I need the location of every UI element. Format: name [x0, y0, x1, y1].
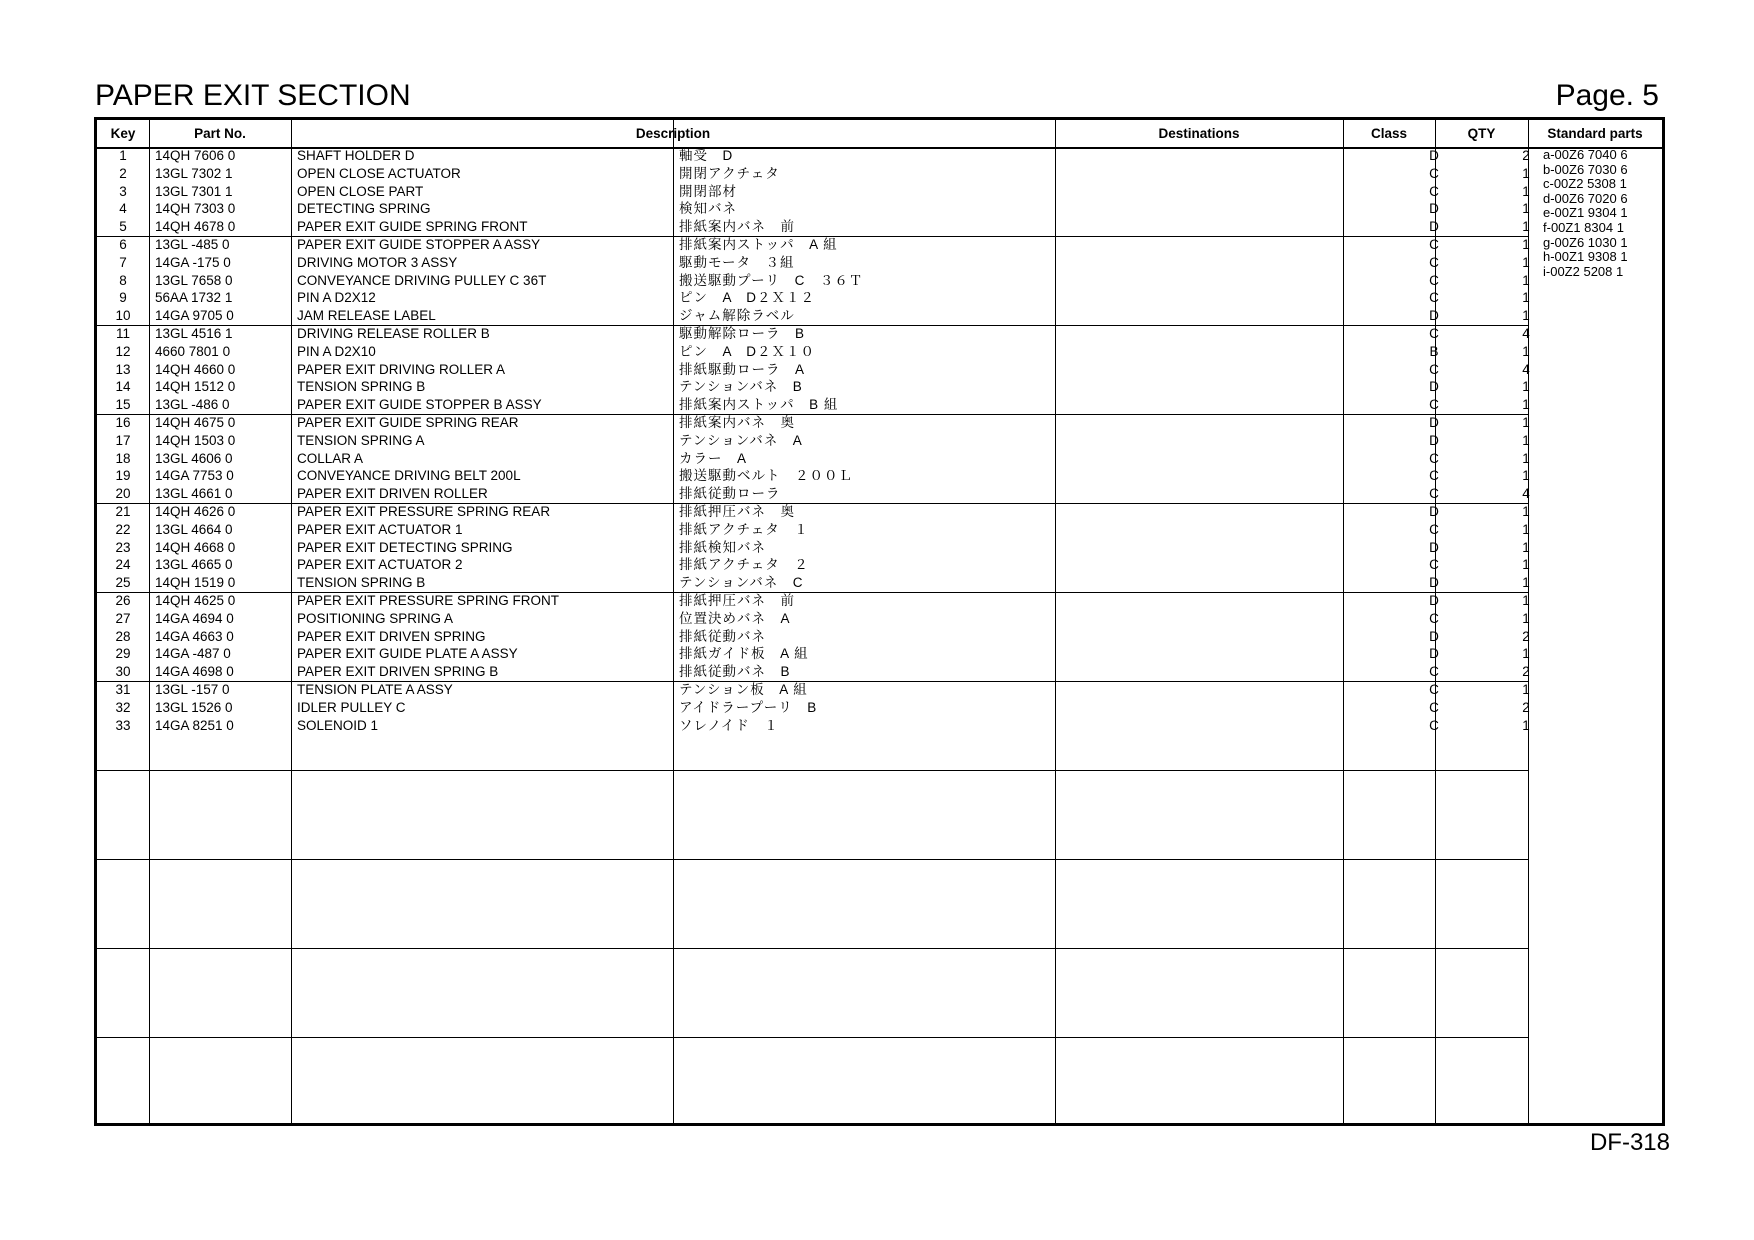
- row-description-en: SHAFT HOLDER D: [297, 148, 415, 163]
- row-qty: 1: [1522, 379, 1530, 395]
- table-row: [97, 165, 1528, 183]
- row-key: 5: [119, 219, 127, 235]
- row-description-en: DRIVING MOTOR 3 ASSY: [297, 254, 458, 270]
- row-part-no: 13GL 4516 1: [155, 326, 233, 341]
- row-description-en: TENSION PLATE A ASSY: [297, 682, 453, 697]
- row-description-en: CONVEYANCE DRIVING PULLEY C 36T: [297, 272, 547, 288]
- row-key: 6: [119, 237, 127, 252]
- row-part-no: 14QH 4668 0: [155, 539, 236, 555]
- row-class: D: [1429, 628, 1439, 644]
- row-part-no: 14GA -487 0: [155, 646, 231, 662]
- row-description-jp: 開閉部材: [679, 183, 737, 199]
- table-row: [97, 717, 1528, 735]
- row-key: 10: [115, 308, 131, 324]
- row-part-no: 56AA 1732 1: [155, 290, 233, 306]
- page-number: Page. 5: [1555, 79, 1659, 112]
- row-description-jp: ピン A D２Ｘ１０: [679, 343, 816, 359]
- standard-part-item: c-00Z2 5308 1: [1543, 176, 1627, 192]
- row-description-jp: 検知バネ: [679, 201, 737, 217]
- table-row: [97, 521, 1528, 539]
- row-description-en: PAPER EXIT ACTUATOR 2: [297, 557, 463, 573]
- table-row: [97, 414, 1528, 432]
- row-part-no: 13GL 7301 1: [155, 183, 233, 199]
- row-part-no: 13GL 7658 0: [155, 272, 233, 288]
- row-class: C: [1429, 326, 1439, 341]
- row-key: 18: [115, 450, 131, 466]
- table-row: [97, 450, 1528, 468]
- row-description-en: PAPER EXIT GUIDE STOPPER B ASSY: [297, 397, 542, 413]
- row-class: D: [1429, 575, 1439, 591]
- row-class: C: [1429, 521, 1439, 537]
- row-description-en: POSITIONING SPRING A: [297, 610, 454, 626]
- row-description-jp: 駆動モータ ３組: [679, 254, 795, 270]
- row-description-en: JAM RELEASE LABEL: [297, 308, 436, 324]
- row-class: C: [1429, 272, 1439, 288]
- row-part-no: 14QH 4626 0: [155, 504, 236, 519]
- table-row: [97, 361, 1528, 379]
- row-part-no: 14GA 4698 0: [155, 664, 234, 680]
- row-description-en: PAPER EXIT ACTUATOR 1: [297, 521, 463, 537]
- row-description-jp: アイドラープーリ B: [679, 699, 818, 715]
- row-class: C: [1429, 486, 1439, 502]
- table-row: [97, 147, 1528, 165]
- row-description-jp: 排紙案内ストッパ A 組: [679, 237, 838, 252]
- table-row: [97, 610, 1528, 628]
- row-part-no: 13GL 1526 0: [155, 699, 233, 715]
- page-title: PAPER EXIT SECTION: [95, 79, 411, 112]
- row-description-jp: 排紙駆動ローラ A: [679, 361, 806, 377]
- row-description-jp: 排紙案内バネ 前: [679, 219, 795, 235]
- row-key: 7: [119, 254, 127, 270]
- row-part-no: 14GA 9705 0: [155, 308, 234, 324]
- row-part-no: 13GL 4664 0: [155, 521, 233, 537]
- header-class: Class: [1370, 126, 1408, 141]
- row-class: C: [1429, 699, 1439, 715]
- table-row: [97, 681, 1528, 699]
- row-description-jp: 開閉アクチェタ: [679, 165, 780, 181]
- row-qty: 1: [1522, 646, 1530, 662]
- row-key: 2: [119, 165, 127, 181]
- table-row: [97, 539, 1528, 557]
- row-part-no: 14GA 4694 0: [155, 610, 234, 626]
- row-qty: 2: [1522, 628, 1530, 644]
- row-qty: 1: [1522, 254, 1530, 270]
- row-qty: 2: [1522, 699, 1530, 715]
- table-row: [97, 218, 1528, 236]
- row-key: 17: [115, 432, 131, 448]
- header-qty: QTY: [1467, 126, 1496, 141]
- row-class: C: [1429, 610, 1439, 626]
- row-part-no: 13GL 7302 1: [155, 165, 233, 181]
- table-row: [97, 467, 1528, 485]
- row-class: C: [1429, 397, 1439, 413]
- row-description-en: PIN A D2X12: [297, 290, 376, 306]
- row-description-jp: 排紙アクチェタ ２: [679, 557, 809, 573]
- row-class: C: [1429, 717, 1439, 733]
- table-row: [97, 628, 1528, 646]
- table-row: [97, 343, 1528, 361]
- row-key: 32: [115, 699, 131, 715]
- row-key: 30: [115, 664, 131, 680]
- row-part-no: 14QH 4678 0: [155, 219, 236, 235]
- row-qty: 1: [1522, 682, 1530, 697]
- header-key: Key: [110, 126, 136, 141]
- row-class: D: [1429, 201, 1439, 217]
- row-key: 12: [115, 343, 131, 359]
- row-key: 29: [115, 646, 131, 662]
- row-qty: 1: [1522, 521, 1530, 537]
- row-description-en: COLLAR A: [297, 450, 364, 466]
- standard-part-item: b-00Z6 7030 6: [1543, 161, 1628, 177]
- table-row: [97, 503, 1528, 521]
- row-qty: 4: [1522, 361, 1530, 377]
- row-key: 31: [115, 682, 131, 697]
- header-destinations: Destinations: [1158, 126, 1240, 141]
- row-key: 21: [115, 504, 131, 519]
- row-qty: 1: [1522, 165, 1530, 181]
- row-key: 8: [119, 272, 127, 288]
- row-qty: 1: [1522, 308, 1530, 324]
- row-description-jp: 搬送駆動プーリ C ３６Ｔ: [679, 272, 864, 288]
- row-description-en: PAPER EXIT GUIDE PLATE A ASSY: [297, 646, 518, 662]
- group-divider: [97, 948, 1528, 949]
- row-class: D: [1429, 415, 1439, 430]
- row-description-en: PAPER EXIT PRESSURE SPRING REAR: [297, 504, 551, 519]
- standard-part-item: h-00Z1 9308 1: [1543, 249, 1628, 265]
- row-key: 28: [115, 628, 131, 644]
- row-key: 4: [119, 201, 127, 217]
- row-class: D: [1429, 148, 1439, 163]
- row-description-jp: ソレノイド １: [679, 717, 779, 733]
- standard-part-item: d-00Z6 7020 6: [1543, 190, 1628, 206]
- row-qty: 2: [1522, 148, 1530, 163]
- table-row: [97, 663, 1528, 681]
- row-part-no: 13GL 4606 0: [155, 450, 233, 466]
- table-row: [97, 378, 1528, 396]
- row-class: C: [1429, 664, 1439, 680]
- row-description-jp: テンションバネ B: [679, 379, 803, 395]
- table-row: [97, 432, 1528, 450]
- row-qty: 1: [1522, 539, 1530, 555]
- model-code: DF-318: [1589, 1129, 1670, 1156]
- row-description-en: PAPER EXIT DRIVEN SPRING B: [297, 664, 499, 680]
- row-description-en: OPEN CLOSE ACTUATOR: [297, 165, 461, 181]
- row-description-jp: 排紙従動バネ B: [679, 664, 791, 680]
- row-description-jp: 軸受 D: [679, 148, 734, 163]
- row-part-no: 13GL -157 0: [155, 682, 230, 697]
- row-description-en: TENSION SPRING B: [297, 379, 426, 395]
- row-key: 20: [115, 486, 131, 502]
- table-row: [97, 272, 1528, 290]
- row-key: 11: [115, 326, 130, 341]
- row-class: D: [1429, 504, 1439, 519]
- row-description-jp: カラー A: [679, 450, 748, 466]
- row-description-jp: 駆動解除ローラ B: [679, 326, 806, 341]
- row-key: 22: [115, 521, 131, 537]
- row-description-en: CONVEYANCE DRIVING BELT 200L: [297, 468, 521, 484]
- row-description-en: IDLER PULLEY C: [297, 699, 406, 715]
- standard-part-item: f-00Z1 8304 1: [1543, 219, 1624, 235]
- row-part-no: 14GA 4663 0: [155, 628, 234, 644]
- row-part-no: 14QH 1503 0: [155, 432, 236, 448]
- row-key: 19: [115, 468, 131, 484]
- table-row: [97, 200, 1528, 218]
- row-key: 23: [115, 539, 131, 555]
- row-qty: 1: [1522, 575, 1530, 591]
- row-class: B: [1429, 343, 1439, 359]
- row-qty: 1: [1522, 183, 1530, 199]
- row-description-jp: テンション板 A 組: [679, 682, 808, 697]
- row-description-jp: テンションバネ C: [679, 575, 804, 591]
- row-key: 33: [115, 717, 131, 733]
- row-key: 9: [119, 290, 127, 306]
- row-key: 1: [119, 148, 127, 163]
- row-description-jp: 排紙従動バネ: [679, 628, 766, 644]
- row-part-no: 14QH 7606 0: [155, 148, 236, 163]
- row-description-jp: 排紙案内バネ 奥: [679, 415, 795, 430]
- row-key: 26: [115, 593, 131, 608]
- row-description-en: SOLENOID 1: [297, 717, 379, 733]
- row-key: 27: [115, 610, 131, 626]
- header-description: Description: [635, 126, 711, 141]
- row-qty: 1: [1522, 343, 1530, 359]
- row-description-en: PAPER EXIT GUIDE STOPPER A ASSY: [297, 237, 541, 252]
- row-part-no: 14QH 1519 0: [155, 575, 236, 591]
- row-description-jp: 排紙検知バネ: [679, 539, 766, 555]
- table-header: [97, 120, 1662, 149]
- row-class: D: [1429, 539, 1439, 555]
- standard-part-item: i-00Z2 5208 1: [1543, 263, 1624, 279]
- row-qty: 1: [1522, 504, 1530, 519]
- row-class: C: [1429, 290, 1439, 306]
- row-qty: 1: [1522, 717, 1530, 733]
- row-qty: 1: [1522, 201, 1530, 217]
- row-part-no: 13GL -486 0: [155, 397, 230, 413]
- row-description-en: PAPER EXIT PRESSURE SPRING FRONT: [297, 593, 560, 608]
- row-class: C: [1429, 254, 1439, 270]
- row-qty: 1: [1522, 415, 1530, 430]
- row-qty: 2: [1522, 664, 1530, 680]
- row-class: D: [1429, 646, 1439, 662]
- row-qty: 4: [1522, 326, 1530, 341]
- row-class: D: [1429, 593, 1439, 608]
- row-description-en: PAPER EXIT DRIVEN SPRING: [297, 628, 486, 644]
- row-class: C: [1429, 450, 1439, 466]
- row-qty: 1: [1522, 557, 1530, 573]
- row-description-en: TENSION SPRING B: [297, 575, 426, 591]
- row-description-jp: 排紙アクチェタ １: [679, 521, 809, 537]
- row-part-no: 14GA 7753 0: [155, 468, 234, 484]
- row-class: C: [1429, 468, 1439, 484]
- row-description-jp: 搬送駆動ベルト ２００Ｌ: [679, 468, 853, 484]
- row-description-en: TENSION SPRING A: [297, 432, 425, 448]
- row-part-no: 14GA 8251 0: [155, 717, 234, 733]
- table-row: [97, 396, 1528, 414]
- row-part-no: 14GA -175 0: [155, 254, 231, 270]
- row-key: 3: [119, 183, 127, 199]
- table-row: [97, 254, 1528, 272]
- row-part-no: 14QH 1512 0: [155, 379, 236, 395]
- header-standard-parts: Standard parts: [1547, 126, 1643, 141]
- row-qty: 1: [1522, 593, 1530, 608]
- table-row: [97, 592, 1528, 610]
- group-divider: [97, 770, 1528, 771]
- row-key: 25: [115, 575, 131, 591]
- header-part-no: Part No.: [194, 126, 246, 141]
- row-key: 13: [115, 361, 131, 377]
- table-row: [97, 325, 1528, 343]
- row-description-jp: ジャム解除ラベル: [679, 308, 795, 324]
- table-row: [97, 574, 1528, 592]
- row-class: D: [1429, 219, 1439, 235]
- row-key: 24: [115, 557, 131, 573]
- row-class: C: [1429, 183, 1439, 199]
- standard-part-item: g-00Z6 1030 1: [1543, 234, 1628, 250]
- row-class: C: [1429, 237, 1439, 252]
- row-class: D: [1429, 379, 1439, 395]
- row-qty: 1: [1522, 290, 1530, 306]
- row-qty: 1: [1522, 432, 1530, 448]
- row-description-en: DRIVING RELEASE ROLLER B: [297, 326, 490, 341]
- row-key: 15: [115, 397, 131, 413]
- table-row: [97, 645, 1528, 663]
- table-row: [97, 307, 1528, 325]
- row-description-en: PAPER EXIT GUIDE SPRING FRONT: [297, 219, 528, 235]
- group-divider: [97, 1037, 1528, 1038]
- row-part-no: 14QH 7303 0: [155, 201, 236, 217]
- row-class: C: [1429, 361, 1439, 377]
- table-row: [97, 485, 1528, 503]
- row-part-no: 4660 7801 0: [155, 343, 231, 359]
- row-qty: 1: [1522, 468, 1530, 484]
- row-description-jp: 排紙ガイド板 A 組: [679, 646, 809, 662]
- row-class: C: [1429, 557, 1439, 573]
- standard-part-item: e-00Z1 9304 1: [1543, 205, 1628, 221]
- standard-parts-list: [1537, 148, 1667, 279]
- row-description-en: PIN A D2X10: [297, 343, 376, 359]
- row-description-jp: 位置決めバネ A: [679, 610, 791, 626]
- row-part-no: 14QH 4625 0: [155, 593, 236, 608]
- parts-table: [94, 117, 1665, 1126]
- row-qty: 1: [1522, 272, 1530, 288]
- row-description-jp: 排紙案内ストッパ B 組: [679, 397, 839, 413]
- row-part-no: 13GL 4661 0: [155, 486, 233, 502]
- row-description-jp: 排紙押圧バネ 前: [679, 593, 795, 608]
- row-description-en: PAPER EXIT GUIDE SPRING REAR: [297, 415, 519, 430]
- row-part-no: 13GL 4665 0: [155, 557, 233, 573]
- row-qty: 1: [1522, 397, 1530, 413]
- row-class: C: [1429, 165, 1439, 181]
- standard-part-item: a-00Z6 7040 6: [1543, 147, 1628, 162]
- row-class: D: [1429, 308, 1439, 324]
- table-row: [97, 699, 1528, 717]
- row-qty: 4: [1522, 486, 1530, 502]
- row-class: C: [1429, 682, 1439, 697]
- group-divider: [97, 859, 1528, 860]
- row-description-jp: 排紙押圧バネ 奥: [679, 504, 795, 519]
- row-key: 16: [115, 415, 131, 430]
- table-row: [97, 289, 1528, 307]
- row-part-no: 13GL -485 0: [155, 237, 230, 252]
- row-description-en: PAPER EXIT DRIVING ROLLER A: [297, 361, 506, 377]
- table-row: [97, 236, 1528, 254]
- table-row: [97, 556, 1528, 574]
- row-part-no: 14QH 4675 0: [155, 415, 236, 430]
- row-qty: 1: [1522, 450, 1530, 466]
- table-row: [97, 183, 1528, 201]
- row-class: D: [1429, 432, 1439, 448]
- row-key: 14: [115, 379, 131, 395]
- row-description-en: PAPER EXIT DRIVEN ROLLER: [297, 486, 488, 502]
- row-description-jp: 排紙従動ローラ: [679, 486, 781, 502]
- row-qty: 1: [1522, 610, 1530, 626]
- row-description-en: PAPER EXIT DETECTING SPRING: [297, 539, 513, 555]
- row-description-jp: ピン A D２Ｘ１２: [679, 290, 816, 306]
- row-part-no: 14QH 4660 0: [155, 361, 236, 377]
- row-qty: 1: [1522, 219, 1530, 235]
- row-qty: 1: [1522, 237, 1530, 252]
- row-description-en: DETECTING SPRING: [297, 201, 431, 217]
- row-description-jp: テンションバネ A: [679, 432, 803, 448]
- row-description-en: OPEN CLOSE PART: [297, 183, 424, 199]
